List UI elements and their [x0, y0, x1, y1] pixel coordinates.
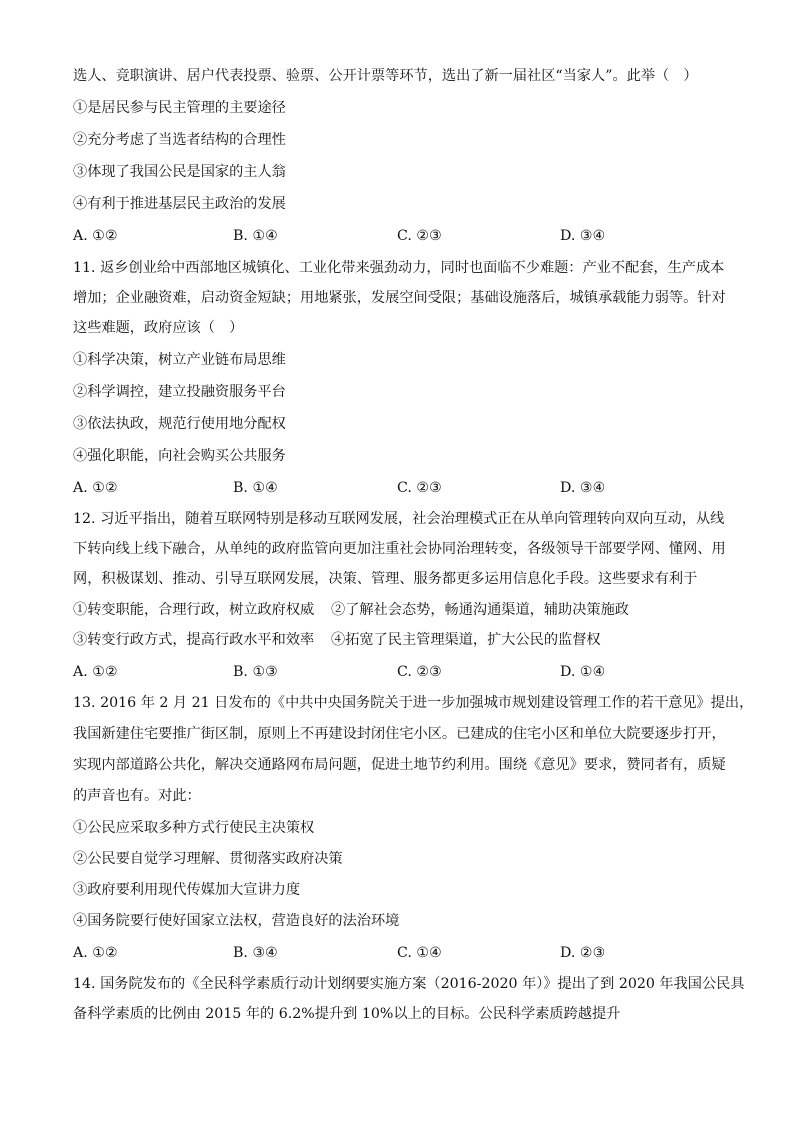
q12-item-4: ④拓宽了民主管理渠道，扩大公民的监督权	[331, 632, 601, 648]
q13-item-2: ②公民要自觉学习理解、贯彻落实政府决策	[73, 851, 343, 867]
q11-stem-line-3: 这些难题，政府应该（ ）	[73, 320, 244, 336]
q11-option-b[interactable]: B. ①④	[233, 480, 278, 496]
q11-stem-line-2: 增加；企业融资难，启动资金短缺；用地紧张，发展空间受限；基础设施落后，城镇承载能力弱等。针对	[73, 290, 726, 306]
q13-item-4: ④国务院要行使好国家立法权，营造良好的法治环境	[73, 913, 400, 929]
q10-option-a[interactable]: A. ①②	[73, 228, 118, 244]
q13-option-b[interactable]: B. ③④	[233, 945, 278, 961]
q11-option-d[interactable]: D. ③④	[560, 480, 606, 496]
q13-stem-line-1: 13. 2016 年 2 月 21 日发布的《中共中央国务院关于进一步加强城市规划建设管理工作的若干意见》提出，	[73, 695, 754, 711]
q11-option-a[interactable]: A. ①②	[73, 480, 118, 496]
q12-stem-line-1: 12. 习近平指出，随着互联网特别是移动互联网发展，社会治理模式正在从单向管理转向双向互动，从线	[73, 511, 725, 527]
q10-option-c[interactable]: C. ②③	[397, 228, 442, 244]
q12-stem-line-3: 网，积极谋划、推动、引导互联网发展，决策、管理、服务都更多运用信息化手段。这些要求有利于	[73, 571, 698, 587]
q12-option-c[interactable]: C. ②③	[397, 664, 442, 680]
q11-options	[73, 478, 723, 498]
q12-items-row-1	[73, 600, 723, 620]
q12-item-3: ③转变行政方式，提高行政水平和效率	[73, 632, 315, 648]
q14-stem-line-2: 备科学素质的比例由 2015 年的 6.2%提升到 10%以上的目标。公民科学素质跨越提升	[73, 1006, 621, 1022]
q12-items-row-2	[73, 630, 723, 650]
q10-item-2: ②充分考虑了当选者结构的合理性	[73, 132, 286, 148]
q10-option-b[interactable]: B. ①④	[233, 228, 278, 244]
q10-item-4: ④有利于推进基层民主政治的发展	[73, 196, 286, 212]
q13-option-c[interactable]: C. ①④	[397, 945, 442, 961]
q13-options	[73, 943, 723, 963]
q13-item-3: ③政府要利用现代传媒加大宣讲力度	[73, 882, 301, 898]
q12-option-d[interactable]: D. ①④	[560, 664, 606, 680]
q12-item-2: ②了解社会态势，畅通沟通渠道，辅助决策施政	[331, 602, 629, 618]
q12-stem-line-2: 下转向线上线下融合，从单纯的政府监管向更加注重社会协同治理转变，各级领导干部要学网、懂网、用	[73, 541, 726, 557]
q11-item-4: ④强化职能，向社会购买公共服务	[73, 448, 286, 464]
q12-option-b[interactable]: B. ①③	[233, 664, 278, 680]
q12-item-1: ①转变职能，合理行政，树立政府权威	[73, 602, 315, 618]
q11-item-1: ①科学决策，树立产业链布局思维	[73, 352, 286, 368]
q10-stem-line: 选人、竞职演讲、居户代表投票、验票、公开计票等环节，选出了新一届社区“当家人”。此举（ ）	[73, 68, 698, 84]
q11-stem-line-1: 11. 返乡创业给中西部地区城镇化、工业化带来强劲动力，同时也面临不少难题：产业不配套，生产成本	[73, 260, 725, 276]
q13-option-a[interactable]: A. ①②	[73, 945, 118, 961]
q13-option-d[interactable]: D. ②③	[560, 945, 606, 961]
q10-options	[73, 226, 723, 246]
q13-stem-line-2: 我国新建住宅要推广街区制，原则上不再建设封闭住宅小区。已建成的住宅小区和单位大院要逐步打开，	[73, 726, 726, 742]
q14-stem-line-1: 14. 国务院发布的《全民科学素质行动计划纲要实施方案（2016-2020 年）》提出了到 2020 年我国公民具	[73, 976, 745, 992]
q13-stem-line-3: 实现内部道路公共化，解决交通路网布局问题，促进土地节约利用。围绕《意见》要求，赞同者有，质疑	[73, 757, 726, 773]
q10-item-1: ①是居民参与民主管理的主要途径	[73, 100, 286, 116]
q12-option-a[interactable]: A. ①②	[73, 664, 118, 680]
q10-option-d[interactable]: D. ③④	[560, 228, 606, 244]
q10-item-3: ③体现了我国公民是国家的主人翁	[73, 164, 286, 180]
q11-item-3: ③依法执政，规范行使用地分配权	[73, 416, 286, 432]
q12-options	[73, 662, 723, 682]
q13-item-1: ①公民应采取多种方式行使民主决策权	[73, 820, 315, 836]
q11-option-c[interactable]: C. ②③	[397, 480, 442, 496]
q13-stem-line-4: 的声音也有。对此：	[73, 788, 201, 804]
q11-item-2: ②科学调控，建立投融资服务平台	[73, 384, 286, 400]
